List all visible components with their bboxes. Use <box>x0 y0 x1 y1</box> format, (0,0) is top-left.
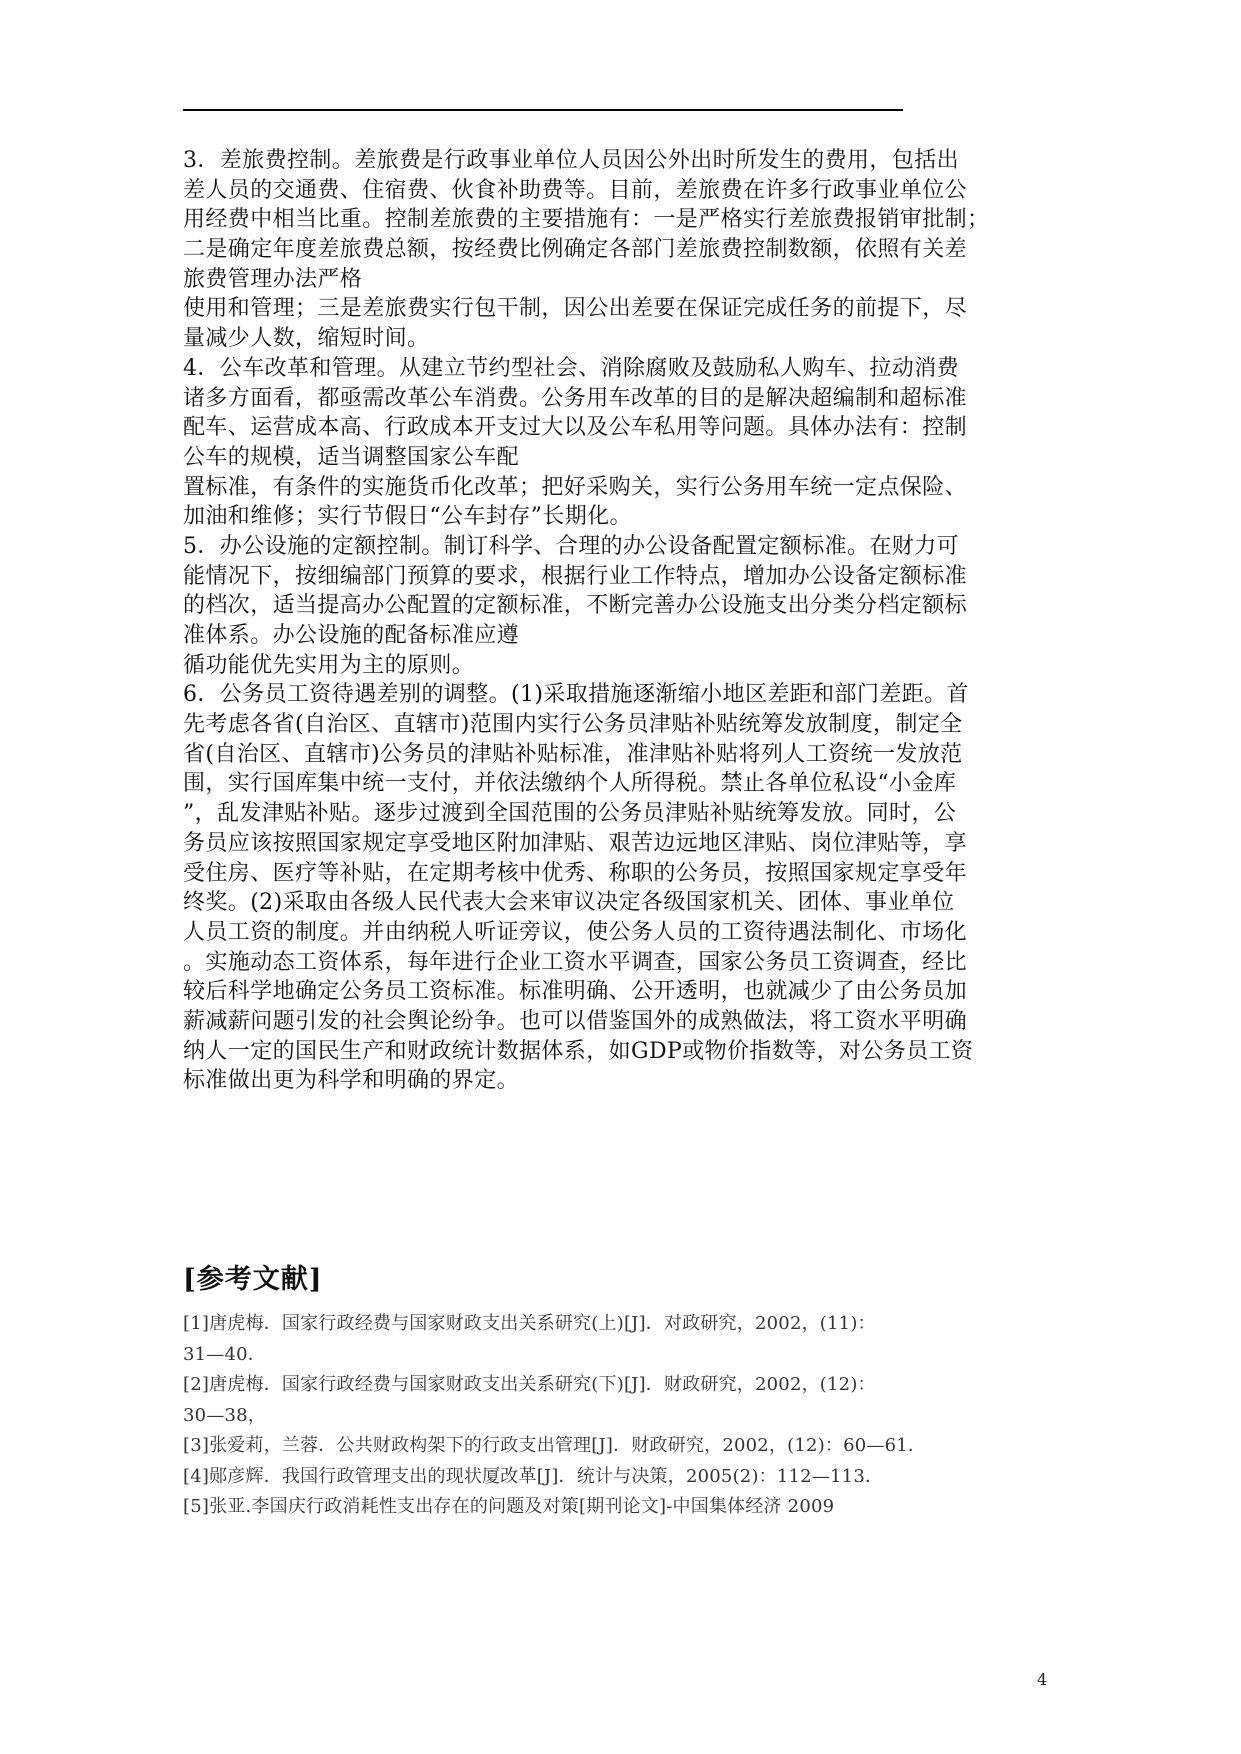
body-line: 围，实行国库集中统一支付，并依法缴纳个人所得税。禁止各单位私设“小金库 <box>183 771 957 797</box>
body-line: 较后科学地确定公务员工资标准。标准明确、公开透明，也就减少了由公务员加 <box>183 979 968 1005</box>
body-line: ”，乱发津贴补贴。逐步过渡到全国范围的公务员津贴补贴统筹发放。同时，公 <box>183 801 957 827</box>
body-line: 3．差旅费控制。差旅费是行政事业单位人员因公外出时所发生的费用，包括出 <box>183 148 959 173</box>
reference-list <box>183 1309 1053 1523</box>
body-line: 用经费中相当比重。控制差旅费的主要措施有：一是严格实行差旅费报销审批制； <box>183 207 990 233</box>
body-line: 。实施动态工资体系，每年进行企业工资水平调查，国家公务员工资调查，经比 <box>183 949 968 975</box>
body-line: 置标准，有条件的实施货币化改革；把好采购关，实行公务用车统一定点保险、 <box>183 474 968 500</box>
body-line: 的档次，适当提高办公配置的定额标准，不断完善办公设施支出分类分档定额标 <box>183 593 968 619</box>
body-line: 循功能优先实用为主的原则。 <box>183 652 475 678</box>
reference-line: [4]郧彦辉．我国行政管理支出的现状厦改革[J]．统计与决策，2005(2)：112—113． <box>183 1465 884 1487</box>
body-line: 纳人一定的国民生产和财政统计数据体系，如GDP或物价指数等，对公务员工资 <box>183 1038 974 1064</box>
body-line: 省(自治区、直辖市)公务员的津贴补贴标准，准津贴补贴将列人工资统一发放范 <box>183 741 963 767</box>
body-line: 标准做出更为科学和明确的界定。 <box>183 1068 520 1094</box>
reference-line: [5]张亚.李国庆行政消耗性支出存在的问题及对策[期刊论文]-中国集体经济 2009 <box>183 1496 835 1517</box>
reference-line: [2]唐虎梅．国家行政经费与国家财政支出关系研究(下)[J]．财政研究，2002，(12)： <box>183 1374 876 1395</box>
references-heading: [参考文献] <box>183 1264 323 1295</box>
body-line: 5．办公设施的定额控制。制订科学、合理的办公设备配置定额标准。在财力可 <box>183 533 959 559</box>
body-line: 配车、运营成本高、行政成本开支过大以及公车私用等问题。具体办法有：控制 <box>183 415 968 441</box>
body-text <box>183 146 1053 1096</box>
body-line: 准体系。办公设施的配备标准应遵 <box>183 623 520 648</box>
body-line: 终奖。(2)采取由各级人民代表大会来审议决定各级国家机关、团体、事业单位 <box>183 890 955 916</box>
body-line: 加油和维修；实行节假日“公车封存”长期化。 <box>183 504 632 530</box>
reference-line: [3]张爱莉，兰蓉．公共财政构架下的行政支出管理[J]．财政研究，2002，(12)：60—61． <box>183 1435 927 1456</box>
reference-line: 31—40． <box>183 1343 267 1365</box>
body-line: 公车的规模，适当调整国家公车配 <box>183 444 520 470</box>
body-line: 二是确定年度差旅费总额，按经费比例确定各部门差旅费控制数额，依照有关差 <box>183 237 968 263</box>
body-line: 能情况下，按细编部门预算的要求，根据行业工作特点，增加办公设备定额标准 <box>183 563 968 589</box>
body-line: 量减少人数，缩短时间。 <box>183 326 430 352</box>
body-line: 受住房、医疗等补贴，在定期考核中优秀、称职的公务员，按照国家规定享受年 <box>183 860 968 886</box>
body-line: 使用和管理；三是差旅费实行包干制，因公出差要在保证完成任务的前提下，尽 <box>183 296 968 322</box>
body-line: 6．公务员工资待遇差别的调整。(1)采取措施逐渐缩小地区差距和部门差距。首 <box>183 682 969 708</box>
reference-line: 30—38， <box>183 1404 267 1426</box>
body-line: 务员应该按照国家规定享受地区附加津贴、艰苦边远地区津贴、岗位津贴等，享 <box>183 830 968 856</box>
body-line: 差人员的交通费、住宿费、伙食补助费等。目前，差旅费在许多行政事业单位公 <box>183 177 968 203</box>
body-line: 人员工资的制度。并由纳税人听证旁议，使公务人员的工资待遇法制化、市场化 <box>183 919 968 945</box>
body-line: 诸多方面看，都亟需改革公车消费。公务用车改革的目的是解决超编制和超标准 <box>183 385 968 411</box>
body-line: 4．公车改革和管理。从建立节约型社会、消除腐败及鼓励私人购车、拉动消费 <box>183 355 959 381</box>
body-line: 旅费管理办法严格 <box>183 266 363 292</box>
body-line: 先考虑各省(自治区、直辖市)范围内实行公务员津贴补贴统筹发放制度，制定全 <box>183 712 963 738</box>
header-rule <box>183 109 903 111</box>
reference-line: [1]唐虎梅．国家行政经费与国家财政支出关系研究(上)[J]．对政研究，2002，(11)： <box>183 1313 876 1334</box>
body-line: 薪减薪问题引发的社会舆论纷争。也可以借鉴国外的成熟做法，将工资水平明确 <box>183 1008 968 1034</box>
page-number: 4 <box>1037 1670 1048 1689</box>
